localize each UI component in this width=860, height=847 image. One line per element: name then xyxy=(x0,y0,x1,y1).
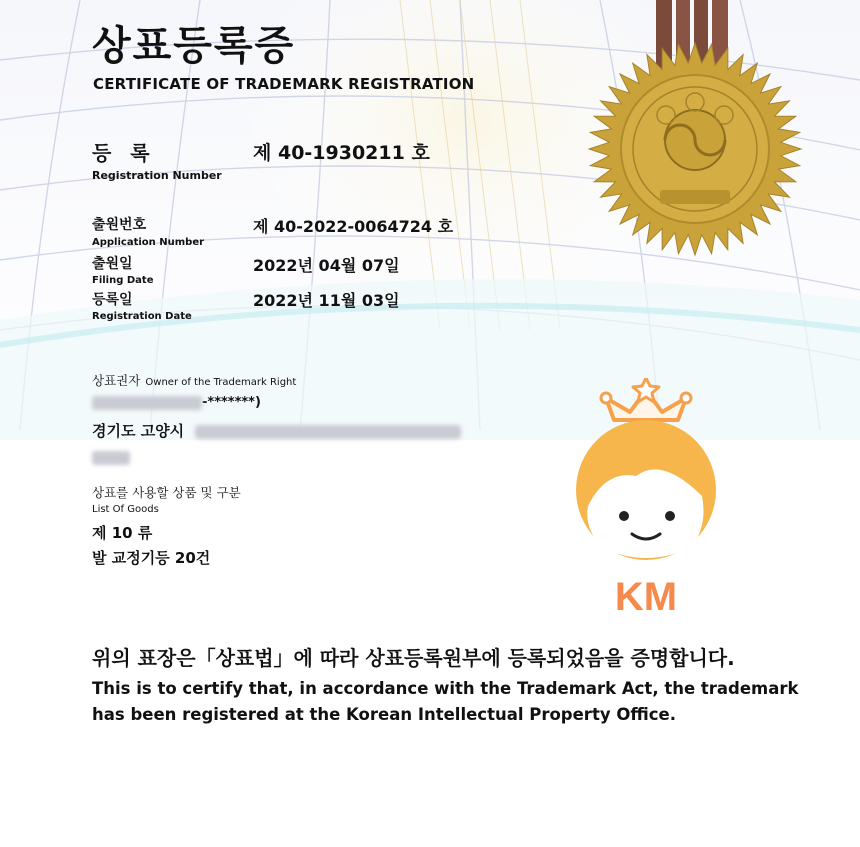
crown-icon xyxy=(601,378,691,420)
application-number: 제 40-2022-0064724 호 xyxy=(253,217,454,236)
owner-address-line-2 xyxy=(92,447,130,466)
owner-address-prefix: 경기도 고양시 xyxy=(92,422,185,440)
owner-label-korean: 상표권자 xyxy=(92,373,141,388)
registration-label-korean: 등 록 xyxy=(92,141,156,165)
registration-date: 2022년 11월 03일 xyxy=(253,291,400,310)
owner-id-suffix: -*******) xyxy=(202,395,261,410)
application-label-english: Application Number xyxy=(92,237,205,248)
goods-items: 발 교정기등 20건 xyxy=(92,549,211,567)
certificate-title-english: CERTIFICATE OF TRADEMARK REGISTRATION xyxy=(93,75,475,93)
filing-date-label-english: Filing Date xyxy=(92,275,154,286)
registration-date-label-korean: 등록일 xyxy=(92,292,133,308)
km-trademark-mascot xyxy=(566,378,726,618)
owner-name-line xyxy=(92,395,261,410)
mascot-face-icon xyxy=(576,420,716,560)
goods-label-korean: 상표를 사용할 상품 및 구분 xyxy=(92,485,241,500)
gold-seal-icon xyxy=(586,40,804,258)
application-label-korean: 출원번호 xyxy=(92,217,147,233)
filing-date-label-korean: 출원일 xyxy=(92,256,133,272)
certificate-title-korean: 상표등록증 xyxy=(92,23,296,69)
redacted-owner-address xyxy=(195,425,461,439)
goods-label-english: List Of Goods xyxy=(92,504,159,515)
registration-number: 제 40-1930211 호 xyxy=(253,142,430,164)
certification-english-line-2: has been registered at the Korean Intellectual Property Office. xyxy=(92,705,677,724)
certification-korean: 위의 표장은「상표법」에 따라 상표등록원부에 등록되었음을 증명합니다. xyxy=(92,646,735,670)
registration-date-label-english: Registration Date xyxy=(92,311,192,322)
goods-class: 제 10 류 xyxy=(92,524,153,542)
registration-label-english: Registration Number xyxy=(92,169,222,182)
mark-text: KM xyxy=(614,575,678,618)
certification-english-line-1: This is to certify that, in accordance with the Trademark Act, the trademark xyxy=(92,679,799,698)
filing-date: 2022년 04월 07일 xyxy=(253,256,400,275)
owner-label-english: Owner of the Trademark Right xyxy=(145,377,297,388)
owner-address-line xyxy=(92,420,461,441)
redacted-owner-name xyxy=(92,396,202,410)
owner-heading xyxy=(92,370,296,389)
redacted-owner-address-continued xyxy=(92,451,130,465)
